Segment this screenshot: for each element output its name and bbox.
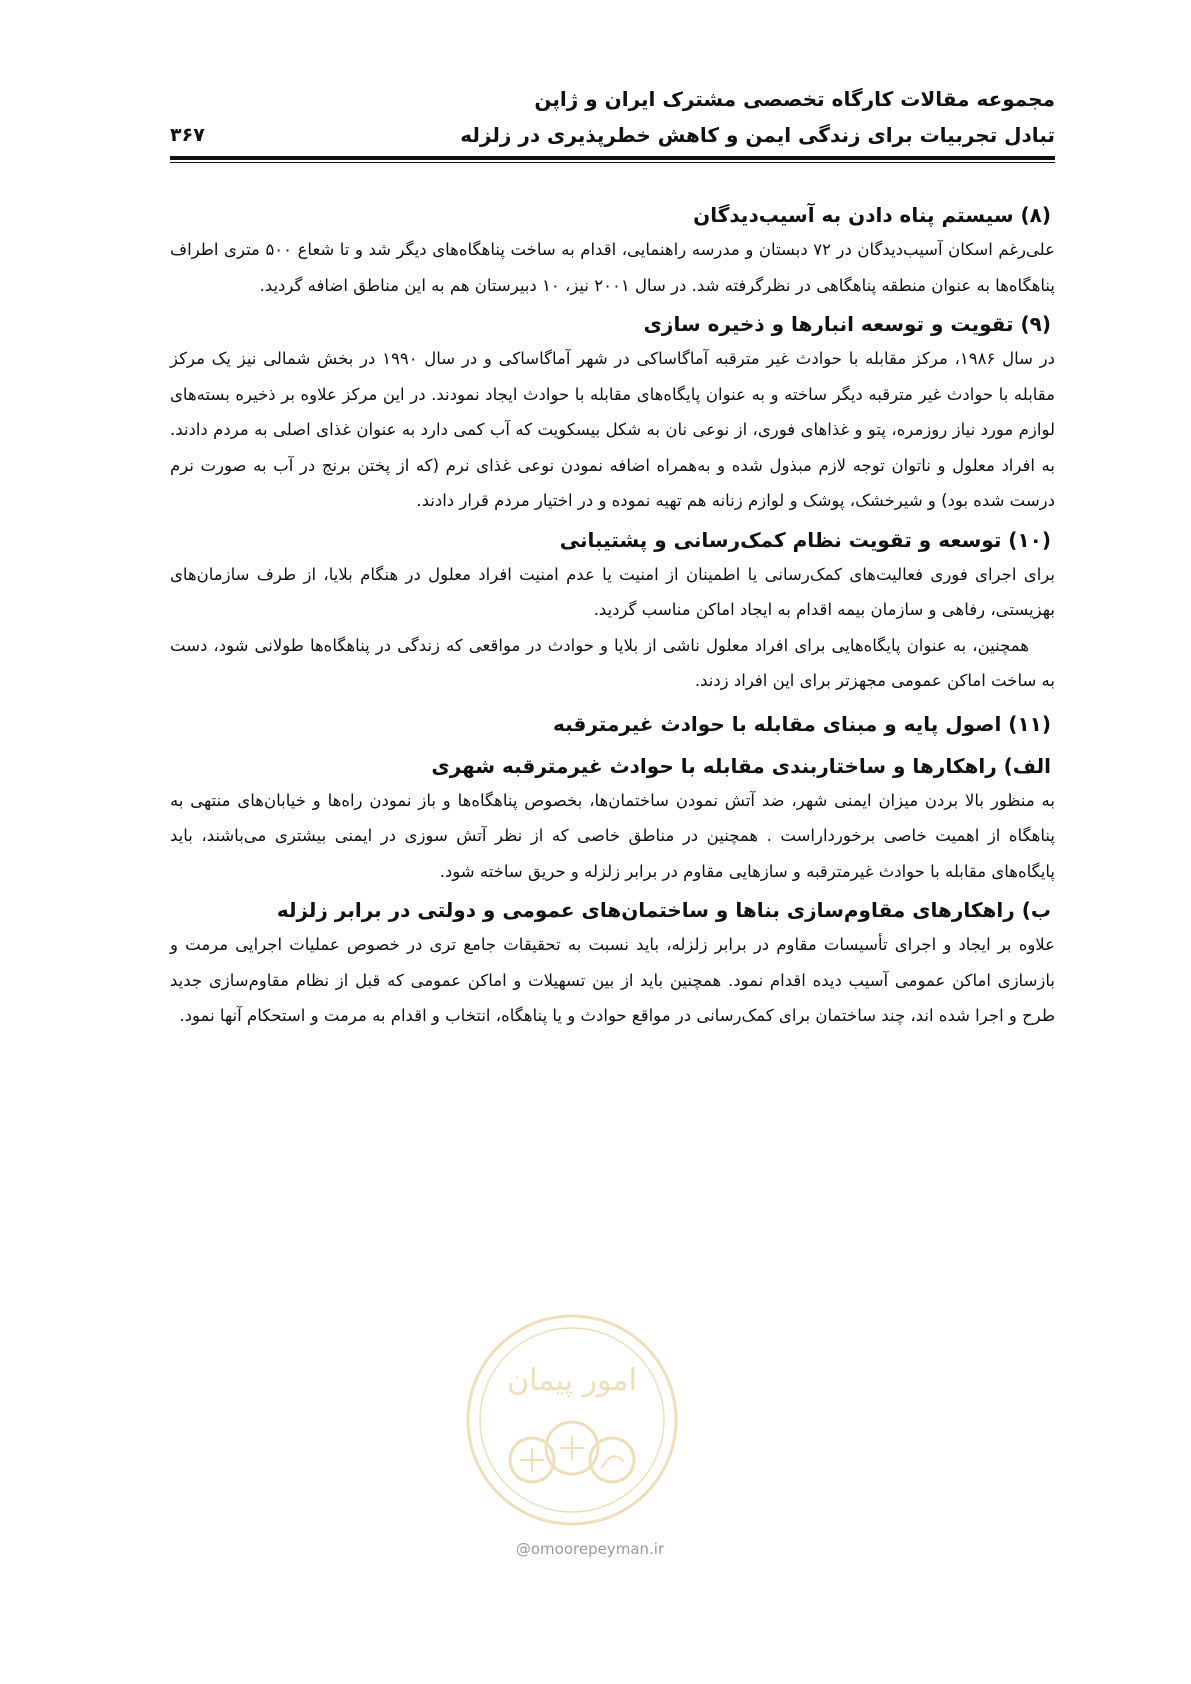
section-10-paragraph-1: برای اجرای فوری فعالیت‌های کمک‌رسانی یا اطمینان از امنیت یا عدم امنیت افراد معلول در هنگام بلایا، از طرف سازمان‌های بهزیستی، رفاهی و سازمان بیمه اقدام به ایجاد اماکن مناسب گردید. — [170, 564, 1055, 619]
watermark-url: @omoorepeyman.ir — [515, 1540, 665, 1558]
page-body — [170, 198, 1055, 1034]
page-header — [170, 82, 1055, 162]
header-title: مجموعه مقالات کارگاه تخصصی مشترک ایران و ژاپن — [534, 87, 1055, 111]
watermark-logo — [462, 1310, 682, 1530]
header-rule-thick — [170, 156, 1055, 160]
header-subtitle: تبادل تجربیات برای زندگی ایمن و کاهش خطرپذیری در زلزله — [460, 123, 1055, 147]
section-8-paragraph: علی‌رغم اسکان آسیب‌دیدگان در ۷۲ دبستان و مدرسه راهنمایی، اقدام به ساخت پناهگاه‌های دیگر شد و تا شعاع ۵۰۰ متری اطراف پناهگاه‌ها به عنوان منطقه پناهگاهی در نظرگرفته شد. در سال ۲۰۰۱ نیز، ۱۰ دبیرستان هم به این مناطق اضافه گردید. — [170, 240, 1055, 295]
watermark-logo-text: امور پیمان — [507, 1363, 637, 1398]
header-rule-thin — [170, 162, 1055, 163]
section-11-b-heading: ب) راهکارهای مقاوم‌سازی بناها و ساختمان‌های عمومی و دولتی در برابر زلزله — [276, 898, 1051, 922]
section-9-heading: (۹) تقویت و توسعه انبارها و ذخیره سازی — [643, 312, 1051, 336]
section-8-heading: (۸) سیستم پناه دادن به آسیب‌دیدگان — [693, 203, 1051, 227]
section-11-a-heading: الف) راهکارها و ساختاربندی مقابله با حوادث غیرمترقبه شهری — [431, 753, 1051, 778]
scale-icon — [520, 1448, 544, 1472]
section-11-heading: (۱۱) اصول پایه و مبنای مقابله با حوادث غیرمترقبه — [552, 711, 1051, 736]
section-9-paragraph: در سال ۱۹۸۶، مرکز مقابله با حوادث غیر مترقبه آماگاساکی در شهر آماگاساکی و در سال ۱۹۹۰ در بخش شمالی نیز یک مرکز مقابله با حوادث غیر مترقبه دیگر ساخته و به عنوان پایگاه‌های مقابله با حوادث ایجاد نمودند. در این مرکز علاوه بر ذخیره بسته‌های لوازم مورد نیاز روزمره، پتو و غذاهای فوری، از نوعی نان به شکل بیسکویت که آب کمی دارد به عنوان غذای اصلی به مردم دادند. به افراد معلول و ناتوان توجه لازم مبذول شده و به‌همراه اضافه نمودن نوعی غذای نرم (که از پختن برنج در آب به صورت نرم درست شده بود) و شیرخشک، پوشک و لوازم زنانه هم تهیه نموده و در اختیار مردم قرار دادند. — [170, 349, 1055, 510]
page-number: ۳۶۷ — [170, 124, 205, 146]
section-11-a-paragraph: به منظور بالا بردن میزان ایمنی شهر، ضد آتش نمودن ساختمان‌ها، بخصوص پناهگاه‌ها و باز نمودن راه‌ها و خیابان‌های منتهی به پناهگاه از اهمیت خاصی برخورداراست . همچنین در مناطق خاصی که از نظر آتش سوزی در ایمنی بیشتری می‌باشند، باید پایگاه‌های مقابله با حوادث غیرمترقبه و سازهایی مقاوم در برابر زلزله و حریق ساخته شود. — [170, 790, 1055, 881]
section-10-heading: (۱۰) توسعه و تقویت نظام کمک‌رسانی و پشتیبانی — [559, 527, 1051, 552]
section-11-b-paragraph: علاوه بر ایجاد و اجرای تأسیسات مقاوم در برابر زلزله، باید نسبت به تحقیقات جامع تری در خصوص عملیات اجرایی مرمت و بازسازی اماکن عمومی آسیب دیده اقدام نمود. همچنین باید از بین تسهیلات و اماکن عمومی که قبل از نظام مقاوم‌سازی جدید طرح و اجرا شده اند، چند ساختمان برای کمک‌رسانی در مواقع حوادث و یا پناهگاه، انتخاب و اقدام به مرمت و استحکام آنها نمود. — [170, 935, 1055, 1025]
section-10-paragraph-2: همچنین، به عنوان پایگاه‌هایی برای افراد معلول ناشی از بلایا و حوادث در مواقعی که زندگی در پناهگاه‌ها طولانی شود، دست به ساخت اماکن عمومی مجهزتر برای این افراد زدند. — [170, 635, 1055, 690]
